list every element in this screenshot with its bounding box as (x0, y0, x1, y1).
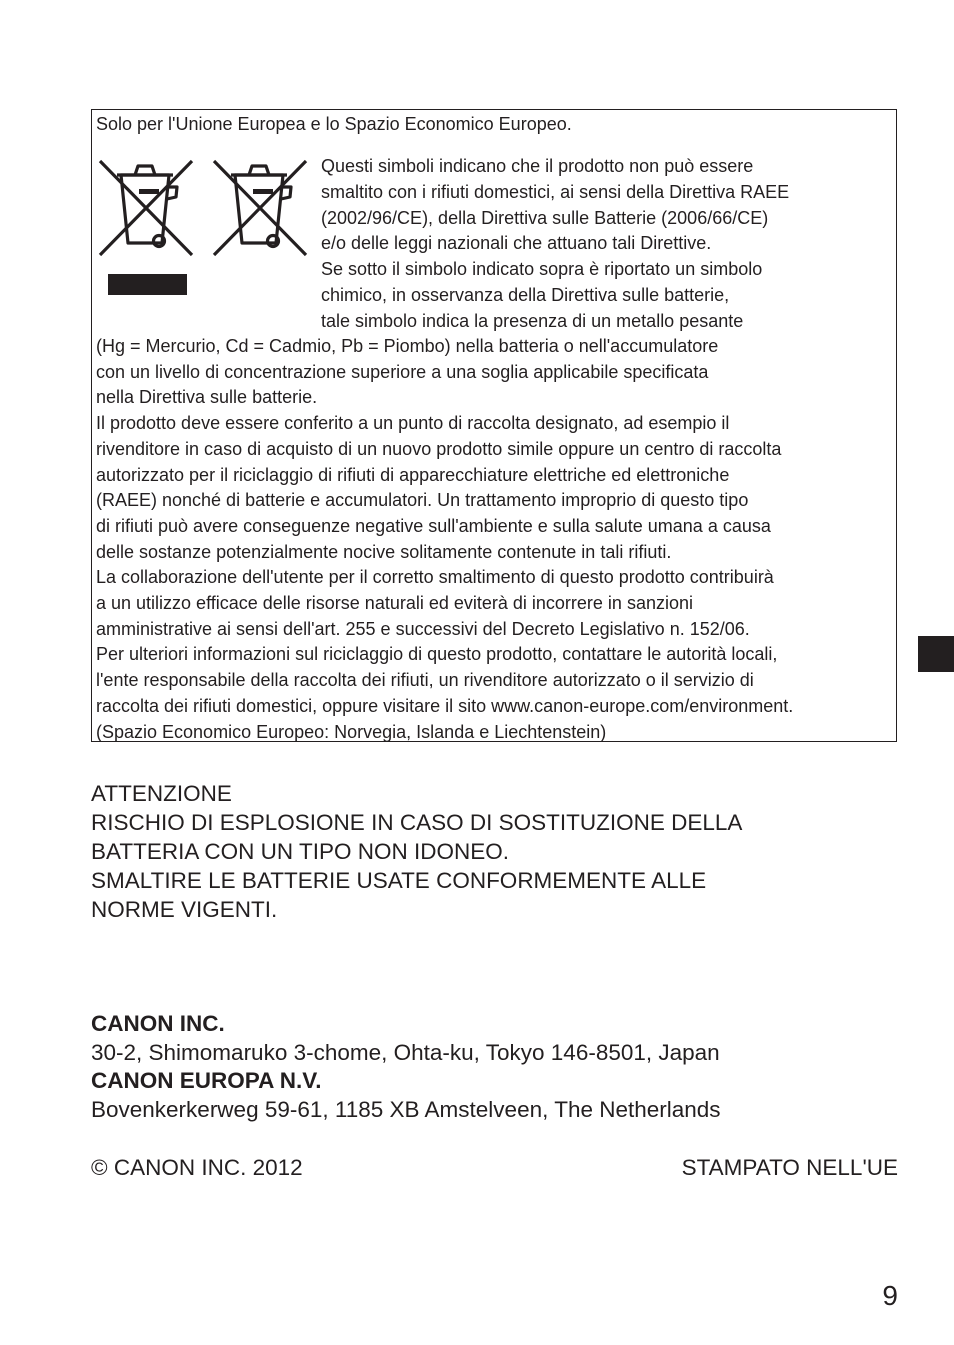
weee-notice-box (91, 109, 897, 742)
warning-line: BATTERIA CON UN TIPO NON IDONEO. (91, 839, 509, 864)
company-name: CANON EUROPA N.V. (91, 1068, 322, 1094)
text-line: (2002/96/CE), della Direttiva sulle Batterie (2006/66/CE) (321, 207, 769, 228)
text-line: (RAEE) nonché di batterie e accumulatori. Un trattamento improprio di questo tipo (96, 490, 749, 511)
text-line: rivenditore in caso di acquisto di un nuovo prodotto simile oppure un centro di raccolta (96, 438, 782, 459)
crossed-out-wheelie-bin-icon (97, 157, 195, 264)
text-line: Per ulteriori informazioni sul riciclaggio di questo prodotto, contattare le autorità locali, (96, 644, 778, 665)
text-line: delle sostanze potenzialmente nocive solitamente contenute in tali rifiuti. (96, 541, 672, 562)
text-line: (Spazio Economico Europeo: Norvegia, Islanda e Liechtenstein) (96, 721, 607, 742)
text-line: La collaborazione dell'utente per il corretto smaltimento di questo prodotto contribuirà (96, 567, 774, 588)
printed-in: STAMPATO NELL'UE (681, 1155, 898, 1180)
copyright: © CANON INC. 2012 (91, 1155, 303, 1180)
company-info (91, 1010, 721, 1125)
text-line: autorizzato per il riciclaggio di rifiuti di apparecchiature elettriche ed elettroniche (96, 464, 730, 485)
text-line: chimico, in osservanza della Direttiva sulle batterie, (321, 284, 730, 305)
warning-line: NORME VIGENTI. (91, 897, 278, 922)
text-line: amministrative ai sensi dell'art. 255 e successivi del Decreto Legislativo n. 152/06. (96, 618, 750, 639)
text-line: nella Direttiva sulle batterie. (96, 387, 318, 408)
company-address: 30-2, Shimomaruko 3-chome, Ohta-ku, Tokyo 146-8501, Japan (91, 1039, 720, 1065)
text-line: con un livello di concentrazione superiore a una soglia applicabile specificata (96, 361, 709, 382)
weee-description (321, 154, 789, 335)
text-line: smaltito con i rifiuti domestici, ai sensi della Direttiva RAEE (321, 181, 790, 202)
text-line: a un utilizzo efficace delle risorse naturali ed eviterà di incorrere in sanzioni (96, 593, 693, 614)
warning-line: RISCHIO DI ESPLOSIONE IN CASO DI SOSTITUZIONE DELLA (91, 810, 743, 835)
text-line: tale simbolo indica la presenza di un metallo pesante (321, 310, 744, 331)
battery-warning (91, 779, 742, 924)
box-title: Solo per l'Unione Europea e lo Spazio Economico Europeo. (96, 114, 572, 134)
warning-line: SMALTIRE LE BATTERIE USATE CONFORMEMENTE ALLE (91, 868, 707, 893)
text-line: l'ente responsabile della raccolta dei rifiuti, un rivenditore autorizzato o il servizio di (96, 670, 754, 691)
separate-collection-bar (108, 274, 187, 295)
company-name: CANON INC. (91, 1011, 225, 1036)
text-line: Il prodotto deve essere conferito a un punto di raccolta designato, ad esempio il (96, 413, 730, 434)
text-line: di rifiuti può avere conseguenze negative sull'ambiente e sulla salute umana a causa (96, 515, 771, 536)
text-line: Questi simboli indicano che il prodotto non può essere (321, 156, 754, 176)
text-line: e/o delle leggi nazionali che attuano tali Direttive. (321, 233, 712, 254)
text-line: raccolta dei rifiuti domestici, oppure visitare il sito www.canon-europe.com/environment. (96, 695, 794, 716)
warning-line: ATTENZIONE (91, 781, 232, 806)
page-number: 9 (882, 1280, 898, 1311)
text-line: Se sotto il simbolo indicato sopra è riportato un simbolo (321, 259, 763, 280)
crossed-out-wheelie-bin-icon (211, 157, 309, 264)
text-line: (Hg = Mercurio, Cd = Cadmio, Pb = Piombo) nella batteria o nell'accumulatore (96, 336, 719, 356)
section-tab-marker (918, 636, 954, 672)
weee-details (96, 334, 793, 745)
company-address: Bovenkerkerweg 59-61, 1185 XB Amstelveen, The Netherlands (91, 1097, 721, 1123)
